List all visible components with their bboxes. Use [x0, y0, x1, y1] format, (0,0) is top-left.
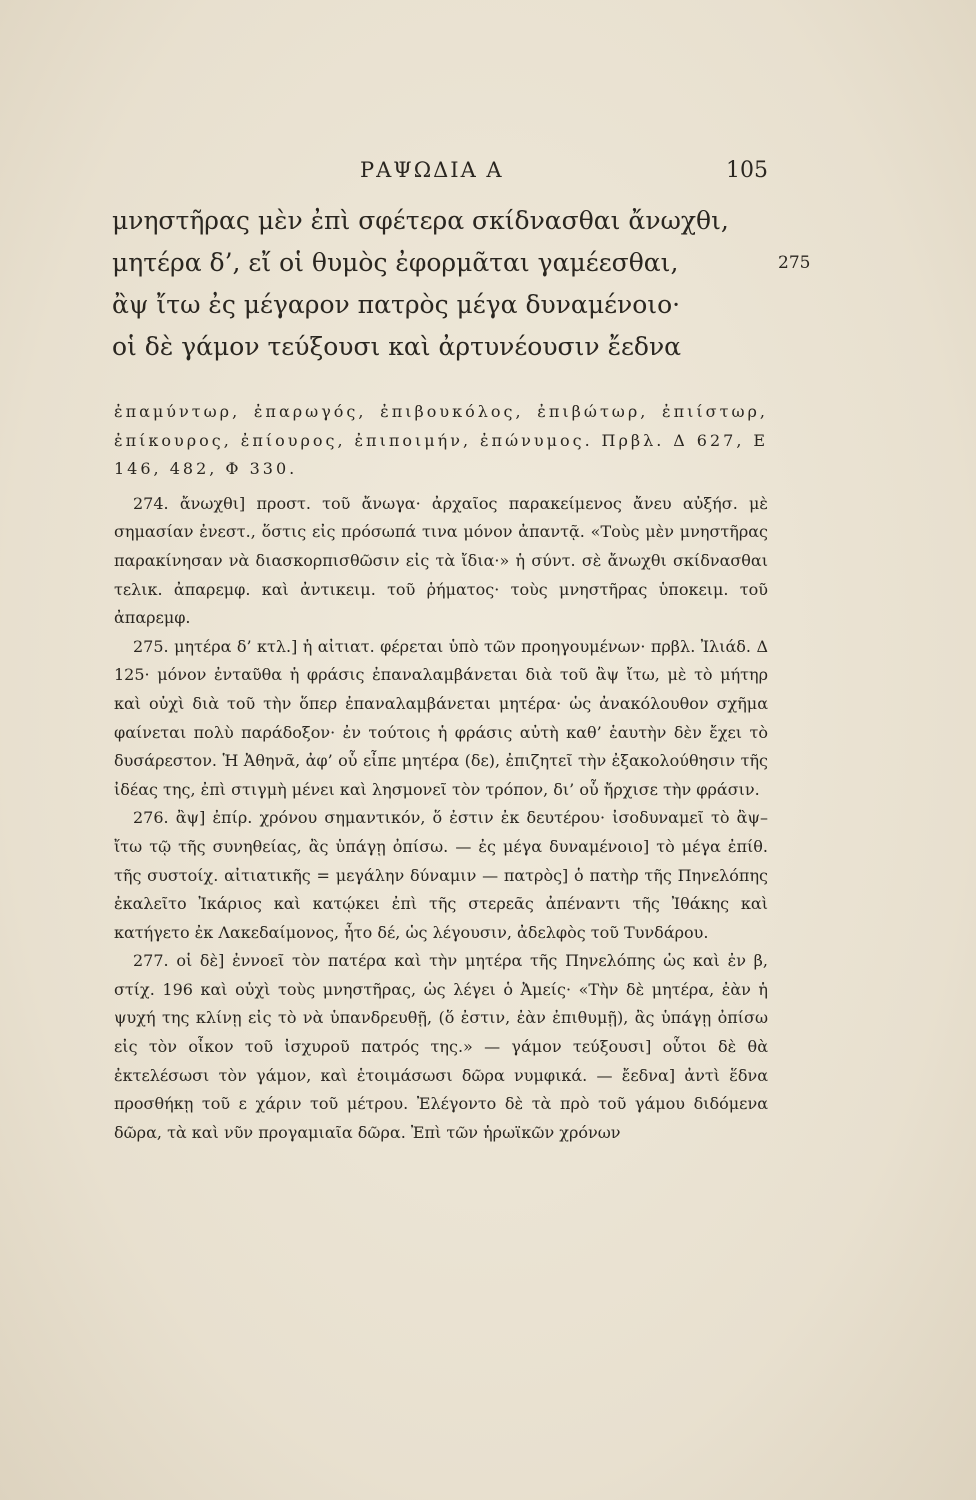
commentary-intro: ἐπαμύντωρ, ἐπαρωγός, ἐπιβουκόλος, ἐπιβώτωρ, ἐπιίστωρ, ἐπίκουρος, ἐπίουρος, ἐπιποιμήν, ἐπώνυμος. Πρβλ. Δ 627, Ε 146, 482, Φ 330. [114, 402, 768, 479]
verse-text: ἂψ ἴτω ἐς μέγαρον πατρὸς μέγα δυναμένοιο· [112, 290, 681, 319]
verse-number: 275 [778, 253, 811, 273]
note-276: 276. ἂψ] ἐπίρ. χρόνου σημαντικόν, ὅ ἐστιν ἐκ δευτέρου· ἰσοδυναμεῖ τὸ ἂψ–ἴτω τῷ τῆς συνηθείας, ἂς ὑπάγῃ ὀπίσω. — ἐς μέγα δυναμένοιο] τὸ μέγα ἐπίθ. τῆς συστοίχ. αἰτιατικῆς = μεγάλην δύναμιν — πατρὸς] ὁ πατὴρ τῆς Πηνελόπης ἐκαλεῖτο Ἰκάριος καὶ κατῴκει ἐπὶ τῆς στερεᾶς ἀπέναντι τῆς Ἰθάκης καὶ κατήγετο ἐκ Λακεδαίμονος, ἦτο δέ, ὡς λέγουσιν, ἀδελφὸς τοῦ Τυνδάρου. [114, 808, 768, 942]
verse-text: μητέρα δ’, εἴ οἱ θυμὸς ἐφορμᾶται γαμέεσθαι, [112, 248, 679, 277]
verse-line [112, 242, 812, 284]
note-275: 275. μητέρα δ’ κτλ.] ἡ αἰτιατ. φέρεται ὑπὸ τῶν προηγουμένων· πρβλ. Ἰλιάδ. Δ 125· μόνον ἐνταῦθα ἡ φράσις ἐπαναλαμβάνεται διὰ τοῦ ἂψ ἴτω, μὲ τὸ μήτηρ καὶ οὐχὶ διὰ τοῦ τὴν ὅπερ ἐπαναλαμβάνεται μητέρα· ὡς ἀνακόλουθον σχῆμα φαίνεται πολὺ παράδοξον· ἐν τούτοις ἡ φράσις αὐτὴ καθ’ ἑαυτὴν δὲν ἔχει τὸ δυσάρεστον. Ἡ Ἀθηνᾶ, ἀφ’ οὗ εἶπε μητέρα (δε), ἐπιζητεῖ τὴν ἐξακολούθησιν τῆς ἰδέας της, ἐπὶ στιγμὴ μένει καὶ λησμονεῖ τὸν τρόπον, δι’ οὗ ἤρχισε τὴν φράσιν. [114, 636, 768, 799]
verse-line [112, 284, 812, 326]
page-number: 105 [726, 158, 768, 183]
verse-block [112, 200, 812, 368]
running-title: ΡΑΨΩΔΙΑ Α [360, 158, 504, 182]
verse-line [112, 326, 812, 368]
commentary [114, 398, 768, 1147]
note-277: 277. οἱ δὲ] ἐννοεῖ τὸν πατέρα καὶ τὴν μητέρα τῆς Πηνελόπης ὡς καὶ ἐν β, στίχ. 196 καὶ οὐχὶ τοὺς μνηστῆρας, ὡς λέγει ὁ Ἀμείς· «Τὴν δὲ μητέρα, ἐὰν ἡ ψυχή της κλίνῃ εἰς τὸ νὰ ὑπανδρευθῇ, (ὅ ἐστιν, ἐὰν ἐπιθυμῇ), ἂς ὑπάγῃ ὀπίσω εἰς τὸν οἶκον τοῦ ἰσχυροῦ πατρός της.» — γάμον τεύξουσι] οὗτοι δὲ θὰ ἐκτελέσωσι τὸν γάμον, καὶ ἑτοιμάσωσι δῶρα νυμφικά. — ἔεδνα] ἀντὶ ἕδνα προσθήκῃ τοῦ ε χάριν τοῦ μέτρου. Ἐλέγοντο δὲ τὰ πρὸ τοῦ γάμου διδόμενα δῶρα, τὰ καὶ νῦν προγαμιαῖα δῶρα. Ἐπὶ τῶν ἡρωϊκῶν χρόνων [114, 951, 768, 1142]
verse-text: μνηστῆρας μὲν ἐπὶ σφέτερα σκίδνασθαι ἄνωχθι, [112, 206, 729, 235]
verse-line [112, 200, 812, 242]
page-header [112, 158, 768, 188]
verse-text: οἱ δὲ γάμον τεύξουσι καὶ ἀρτυνέουσιν ἔεδνα [112, 332, 682, 361]
note-274: 274. ἄνωχθι] προστ. τοῦ ἄνωγα· ἀρχαῖος παρακείμενος ἄνευ αὐξήσ. μὲ σημασίαν ἐνεστ., ὅστις εἰς πρόσωπά τινα μόνον ἀπαντᾷ. «Τοὺς μὲν μνηστῆρας παρακίνησαν νὰ διασκορπισθῶσιν εἰς τὰ ἴδια·» ἡ σύντ. σὲ ἄνωχθι σκίδνασθαι τελικ. ἀπαρεμφ. καὶ ἀντικειμ. τοῦ ῥήματος· τοὺς μνηστῆρας ὑποκειμ. τοῦ ἀπαρεμφ. [114, 493, 768, 628]
